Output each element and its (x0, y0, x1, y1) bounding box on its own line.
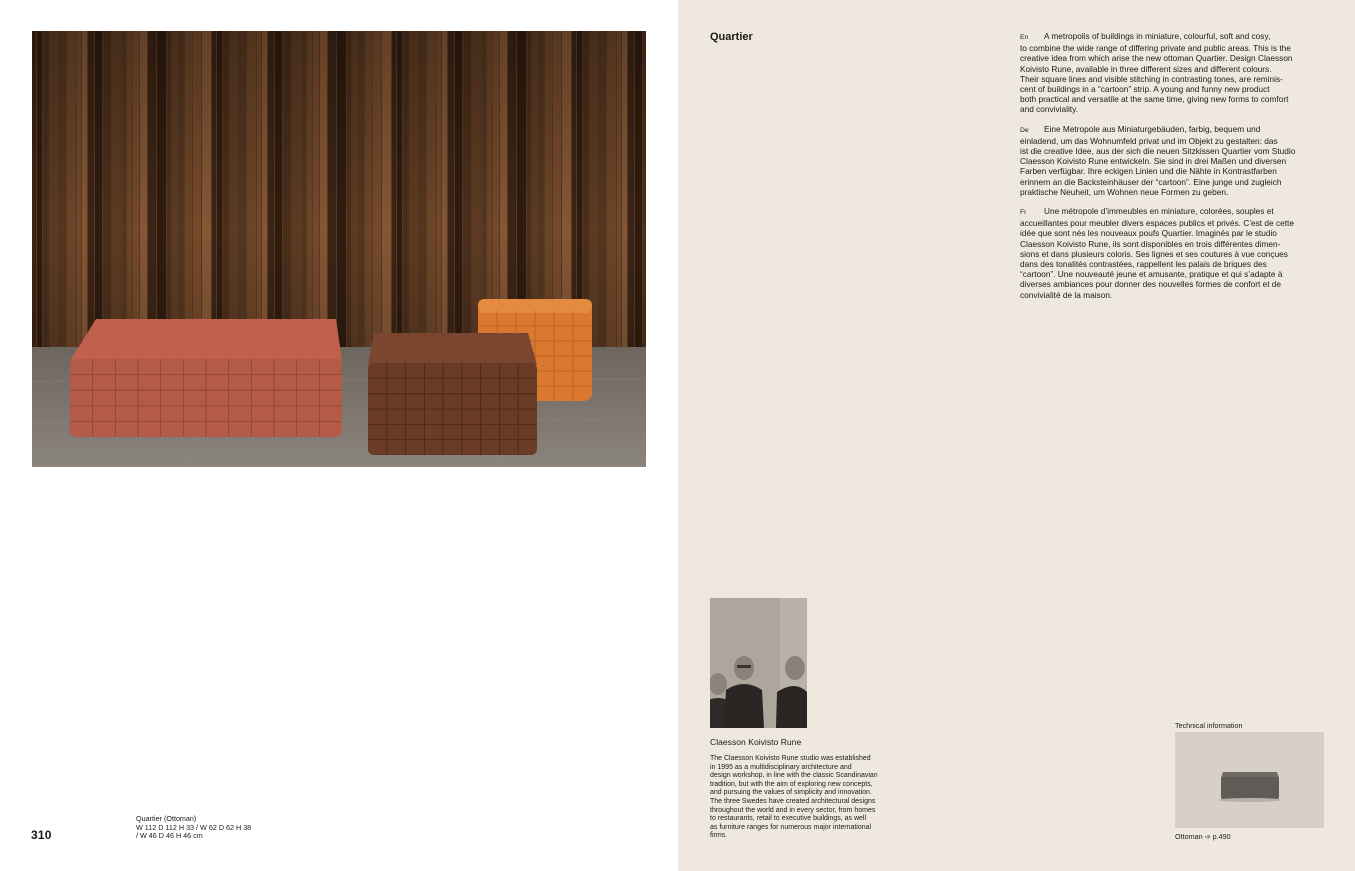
description-line: Eine Metropole aus Miniaturgebäuden, farbig, bequem und (1044, 123, 1261, 134)
bio-line: throughout the world and in every sector, from homes (710, 806, 876, 814)
product-caption (136, 815, 251, 841)
description-line: erinnern an die Backsteinhäuser der “cartoon”. Eine junge und zugleich (1020, 176, 1282, 187)
product-title: Quartier (710, 31, 753, 43)
description-en (1020, 31, 1326, 115)
caption-line: Quartier (Ottoman) (136, 814, 197, 823)
bio-line: The Claesson Koivisto Rune studio was established (710, 755, 871, 762)
designer-portrait-illustration (710, 598, 807, 728)
ottoman-scene-illustration (32, 31, 646, 467)
description-line: Claesson Koivisto Rune, ils sont disponibles en trois différentes dimen- (1020, 238, 1281, 249)
description-line: creative idea from which arise the new ottoman Quartier. Design Claesson (1020, 53, 1293, 64)
technical-information-label: Technical information (1175, 721, 1243, 730)
designer-portrait-photo (710, 598, 807, 728)
description-line: Claesson Koivisto Rune entwickeln. Sie sind in drei Maßen und diversen (1020, 156, 1287, 167)
description-line: einladend, um das Wohnumfeld privat und im Objekt zu gestalten: das (1020, 135, 1278, 146)
description-line: praktische Neuheit, um Wohnen neue Formen zu geben. (1020, 186, 1229, 197)
bio-line: to restaurants, retail to executive buildings, as well (710, 815, 867, 823)
description-line: to combine the wide range of differing private and public areas. This is the (1020, 43, 1291, 54)
language-code: En (1020, 34, 1029, 41)
technical-reference-link[interactable]: Ottoman ➩ p.490 (1175, 832, 1231, 841)
bio-line: as furniture ranges for numerous major international (710, 823, 872, 831)
designer-name: Claesson Koivisto Rune (710, 737, 802, 747)
description-line: ist die creative Idee, aus der sich die neuen Sitzkissen Quartier vom Studio (1020, 146, 1296, 157)
designer-bio (710, 755, 910, 841)
description-fr (1020, 206, 1326, 300)
product-photo (32, 31, 646, 467)
description-line: Farben verfügbar. Ihre eckigen Linien und die Nähte in Kontrastfarben (1020, 166, 1277, 177)
description-line: A metropolis of buildings in miniature, colourful, soft and cosy, (1044, 31, 1271, 41)
description-line: sions et dans plusieurs coloris. Ses lignes et ses coutures à vue conçues (1020, 248, 1288, 259)
description-line: cent of buildings in a “cartoon” strip. A young and funny new product (1020, 84, 1270, 95)
bio-line: design workshop, in line with the classic Scandinavian (710, 772, 878, 780)
caption-line: / W 46 D 46 H 46 cm (136, 831, 203, 841)
language-code: Fr (1020, 209, 1027, 217)
bio-line: tradition, but with the aim of exploring new concepts, (710, 780, 873, 788)
description-de (1020, 124, 1326, 197)
description-line: convivialité de la maison. (1020, 289, 1113, 300)
ottoman-product-render (1175, 732, 1324, 828)
description-line: diverses ambiances pour donner des nouvelles formes de confort et de (1020, 279, 1282, 290)
bio-line: and pursuing the values of simplicity and innovation. (710, 789, 872, 797)
bio-line: The three Swedes have created architectural designs (710, 797, 876, 805)
ottoman-medium (368, 333, 537, 455)
multilingual-description (1020, 31, 1326, 309)
description-line: both practical and versatile at the same time, giving new forms to comfort (1020, 94, 1289, 105)
bio-line: firms. (710, 832, 728, 840)
description-line: dans des tonalités contrastées, rappellent les palais de briques des (1020, 259, 1267, 270)
description-line: “cartoon”. Une nouveauté jeune et amusante, pratique et qui s’adapte à (1020, 269, 1283, 280)
caption-line: W 112 D 112 H 33 / W 62 D 62 H 38 (136, 822, 252, 832)
description-line: Their square lines and visible stitching in contrasting tones, are reminis- (1020, 73, 1283, 84)
description-line: accueillantes pour meubler divers espaces publics et privés. C’est de cette (1020, 218, 1294, 229)
technical-drawing (1175, 732, 1324, 828)
language-code: De (1020, 126, 1029, 134)
description-line: Koivisto Rune, available in three different sizes and different colours. (1020, 63, 1272, 74)
page-number: 310 (31, 828, 52, 842)
bio-line: in 1995 as a multidisciplinary architecture and (710, 763, 852, 771)
description-line: Une métropole d’immeubles en miniature, colorées, souples et (1044, 206, 1274, 217)
description-line: idée que sont nés les nouveaux poufs Quartier. Imaginés par le studio (1020, 228, 1277, 239)
description-line: and conviviality. (1020, 104, 1078, 115)
ottoman-large (70, 319, 342, 437)
